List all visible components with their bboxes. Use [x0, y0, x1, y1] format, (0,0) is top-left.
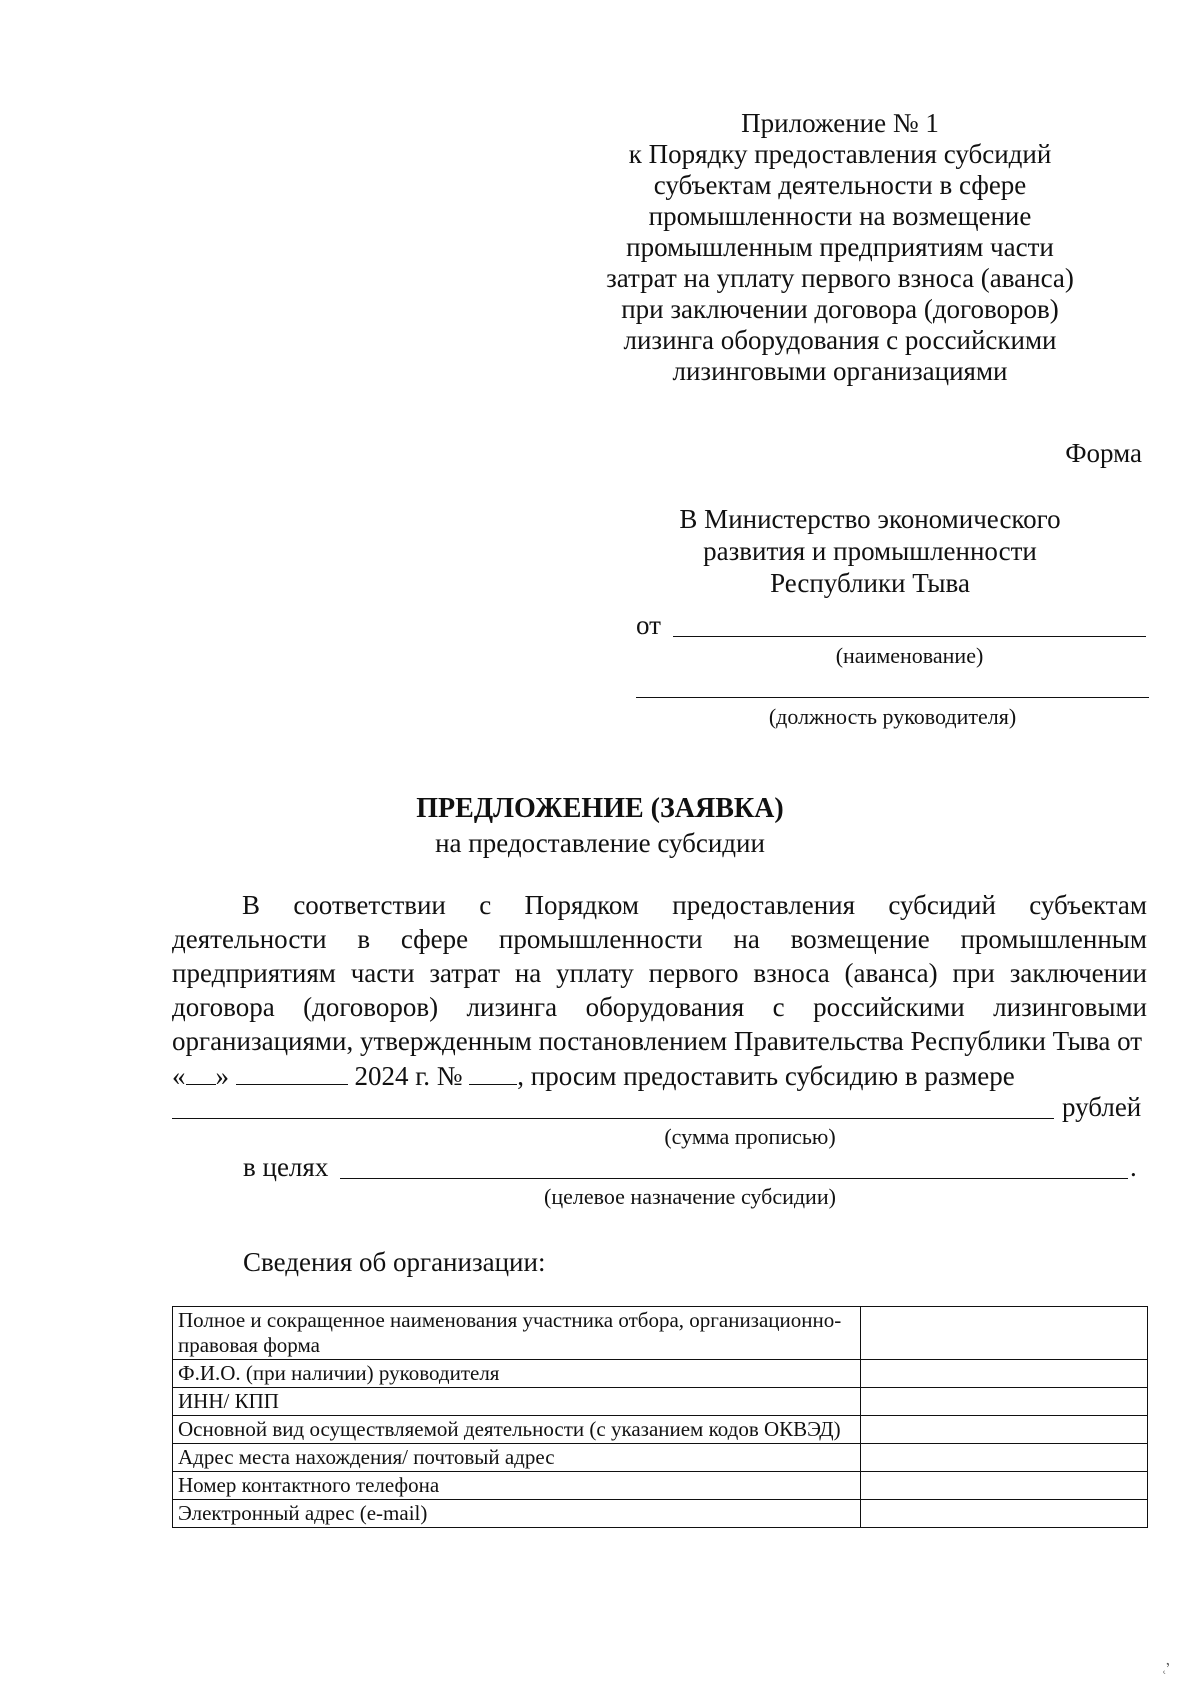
date-close-quote: »: [215, 1061, 229, 1091]
appendix-line: к Порядку предоставления субсидий: [628, 139, 1052, 169]
decree-number-field[interactable]: [469, 1060, 517, 1085]
main-activity-label: Основной вид осуществляемой деятельности (с указанием кодов ОКВЭД): [173, 1416, 861, 1444]
applicant-name-caption: (наименование): [835, 643, 984, 668]
appendix-line: лизинговыми организациями: [672, 356, 1008, 386]
table-row: [173, 1472, 1148, 1500]
body-paragraph-text: В соответствии с Порядком предоставления субсидий субъектам деятельности в сфере промышленности на возмещение промышленным предприятиям части затрат на уплату первого взноса (аванса) при заключении договора (договоров) лизинга оборудования с российскими лизинговыми организациями, утвержденным постановлением Правительства Республики Тыва от: [172, 890, 1147, 1056]
form-label: Форма: [1065, 438, 1142, 468]
currency-label: рублей: [1062, 1092, 1142, 1122]
subsidy-purpose-field[interactable]: [340, 1178, 1128, 1179]
date-open-quote: «: [172, 1061, 186, 1091]
main-activity-value[interactable]: [861, 1416, 1148, 1444]
body-paragraph: [172, 888, 1147, 1058]
document-title: ПРЕДЛОЖЕНИЕ (ЗАЯВКА): [416, 793, 784, 824]
scan-mark-icon: ˓ʼ: [1159, 1660, 1174, 1679]
table-row: [173, 1360, 1148, 1388]
request-text: , просим предоставить субсидию в размере: [517, 1061, 1015, 1091]
document-subtitle: на предоставление субсидии: [435, 828, 765, 858]
applicant-name-field[interactable]: [673, 636, 1146, 637]
decree-year-text: 2024 г. №: [354, 1061, 463, 1091]
appendix-line: промышленности на возмещение: [648, 201, 1032, 231]
address-label: Адрес места нахождения/ почтовый адрес: [173, 1444, 861, 1472]
table-row: [173, 1444, 1148, 1472]
inn-kpp-value[interactable]: [861, 1388, 1148, 1416]
purpose-caption: (целевое назначение субсидии): [544, 1184, 836, 1209]
org-section-label: Сведения об организации:: [243, 1247, 546, 1277]
appendix-line: Приложение № 1: [741, 108, 939, 138]
from-label: от: [636, 610, 661, 640]
organization-info-table: [172, 1306, 1148, 1528]
appendix-line: затрат на уплату первого взноса (аванса): [606, 263, 1074, 293]
decree-reference-row: [172, 1060, 1015, 1092]
manager-name-value[interactable]: [861, 1360, 1148, 1388]
manager-position-caption: (должность руководителя): [768, 704, 1017, 729]
manager-position-field[interactable]: [636, 697, 1149, 698]
appendix-line: при заключении договора (договоров): [621, 294, 1059, 324]
decree-day-field[interactable]: [186, 1060, 216, 1085]
purpose-label: в целях: [243, 1152, 329, 1182]
appendix-line: промышленным предприятиям части: [626, 232, 1054, 262]
appendix-line: лизинга оборудования с российскими: [623, 325, 1057, 355]
appendix-line: субъектам деятельности в сфере: [653, 170, 1027, 200]
email-value[interactable]: [861, 1500, 1148, 1528]
purpose-end-dot: .: [1130, 1152, 1137, 1182]
table-row: [173, 1416, 1148, 1444]
phone-value[interactable]: [861, 1472, 1148, 1500]
subsidy-sum-field[interactable]: [172, 1118, 1054, 1119]
table-row: [173, 1500, 1148, 1528]
email-label: Электронный адрес (e-mail): [173, 1500, 861, 1528]
decree-month-field[interactable]: [236, 1060, 348, 1085]
addressee-line: В Министерство экономического: [679, 504, 1061, 534]
inn-kpp-label: ИНН/ КПП: [173, 1388, 861, 1416]
table-row: [173, 1307, 1148, 1360]
org-full-name-label: Полное и сокращенное наименования участника отбора, организационно-правовая форма: [173, 1307, 861, 1360]
appendix-header: [560, 108, 1120, 387]
phone-label: Номер контактного телефона: [173, 1472, 861, 1500]
table-row: [173, 1388, 1148, 1416]
addressee-block: [630, 503, 1110, 599]
manager-name-label: Ф.И.О. (при наличии) руководителя: [173, 1360, 861, 1388]
address-value[interactable]: [861, 1444, 1148, 1472]
addressee-line: Республики Тыва: [770, 568, 970, 598]
addressee-line: развития и промышленности: [703, 536, 1037, 566]
org-full-name-value[interactable]: [861, 1307, 1148, 1360]
sum-caption: (сумма прописью): [664, 1124, 836, 1149]
